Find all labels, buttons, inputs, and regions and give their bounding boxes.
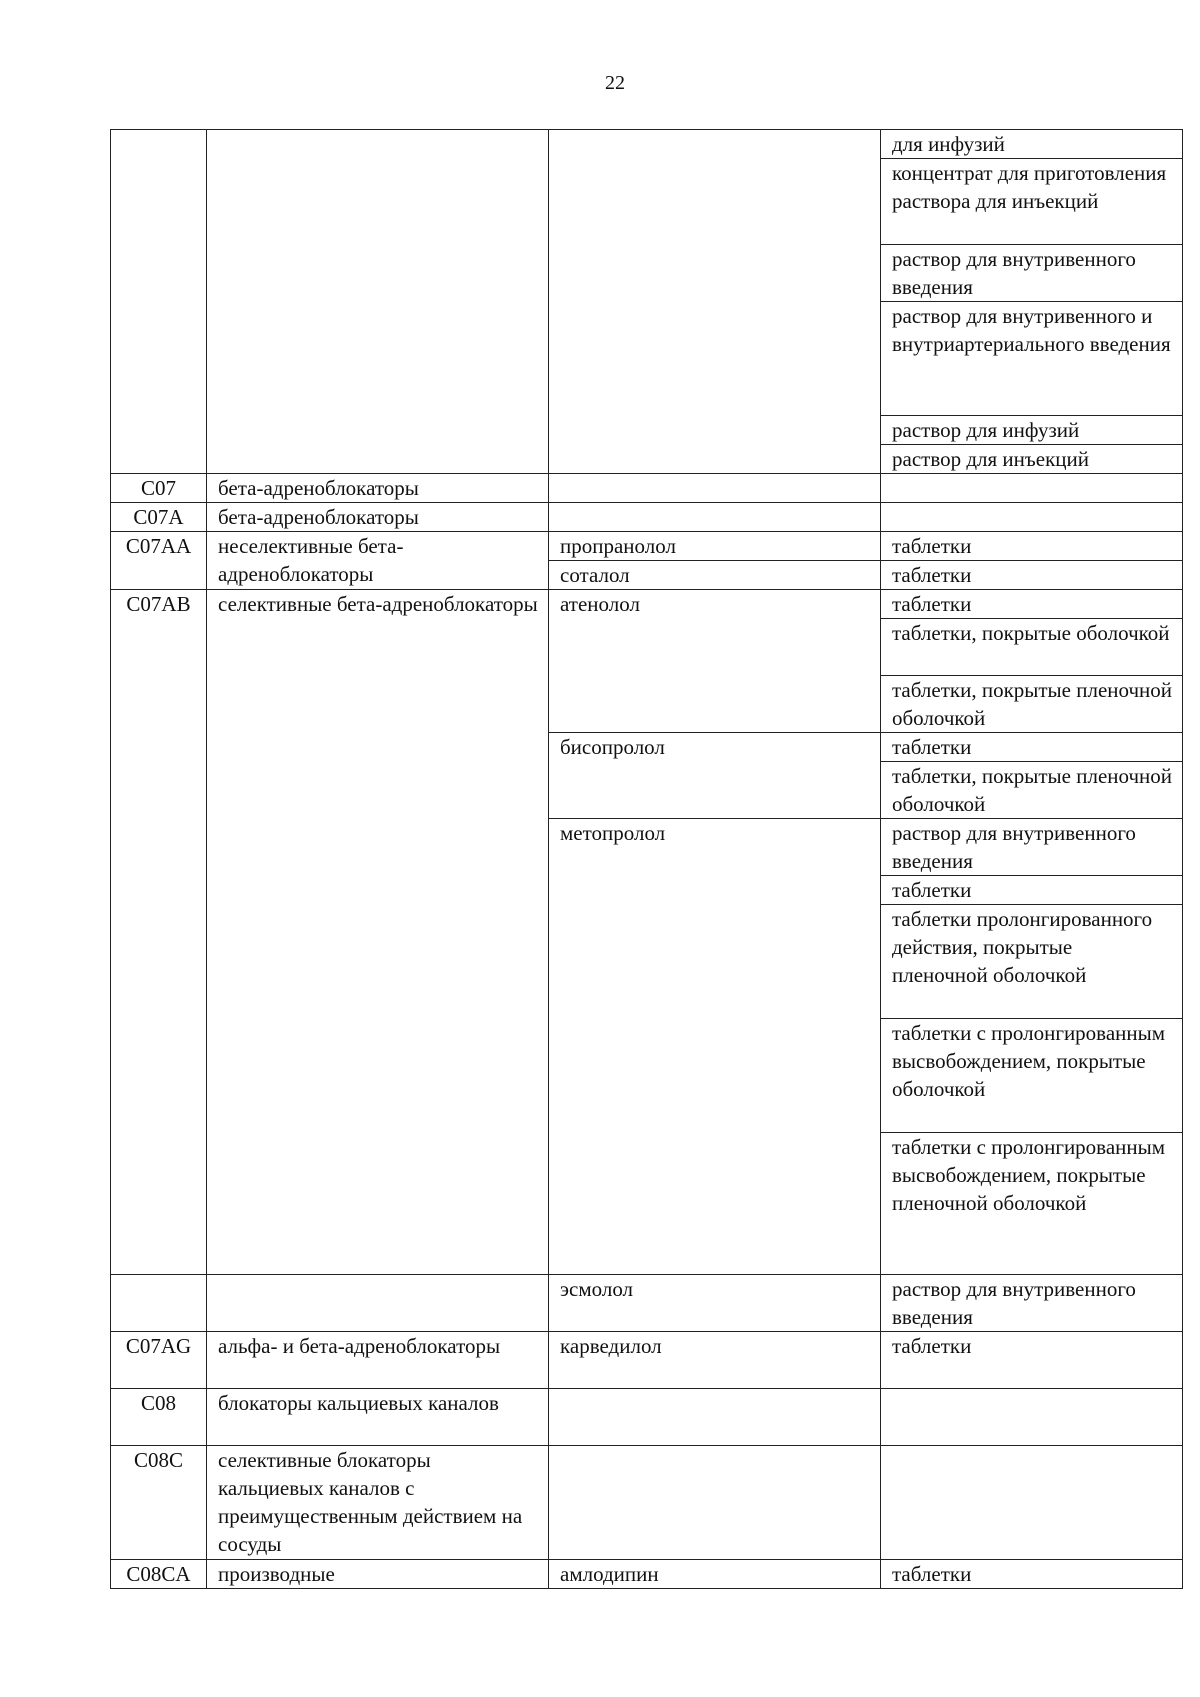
substance-cell: бисопролол bbox=[549, 733, 881, 819]
dosage-form-cell: таблетки bbox=[881, 561, 1183, 590]
substance-cell bbox=[549, 474, 881, 503]
table-row bbox=[111, 1389, 1183, 1446]
substance-cell: соталол bbox=[549, 561, 881, 590]
dosage-form-cell: таблетки, покрытые оболочкой bbox=[881, 619, 1183, 676]
substance-cell bbox=[549, 1446, 881, 1560]
dosage-form-cell bbox=[881, 474, 1183, 503]
group-name-cell bbox=[207, 130, 549, 474]
table-row bbox=[111, 130, 1183, 159]
table-row bbox=[111, 590, 1183, 619]
substance-cell: метопролол bbox=[549, 819, 881, 1275]
substance-cell: карведилол bbox=[549, 1332, 881, 1389]
dosage-form-cell: таблетки с пролонгированным высвобождением, покрытые оболочкой bbox=[881, 1019, 1183, 1133]
dosage-form-cell: таблетки bbox=[881, 733, 1183, 762]
atc-code-cell: C07AA bbox=[111, 532, 207, 590]
group-name-cell: неселективные бета-адреноблокаторы bbox=[207, 532, 549, 590]
atc-code-cell: C07AG bbox=[111, 1332, 207, 1389]
table-row bbox=[111, 503, 1183, 532]
substance-cell: пропранолол bbox=[549, 532, 881, 561]
dosage-form-cell: таблетки пролонгированного действия, покрытые пленочной оболочкой bbox=[881, 905, 1183, 1019]
dosage-form-cell: таблетки bbox=[881, 876, 1183, 905]
atc-code-cell bbox=[111, 130, 207, 474]
dosage-form-cell bbox=[881, 503, 1183, 532]
dosage-form-cell bbox=[881, 1389, 1183, 1446]
table-row bbox=[111, 532, 1183, 561]
substance-cell: атенолол bbox=[549, 590, 881, 733]
group-name-cell: бета-адреноблокаторы bbox=[207, 503, 549, 532]
dosage-form-cell: раствор для внутривенного и внутриартериального введения bbox=[881, 302, 1183, 416]
table-row bbox=[111, 1560, 1183, 1589]
dosage-form-cell: таблетки bbox=[881, 1560, 1183, 1589]
dosage-form-cell: таблетки с пролонгированным высвобождением, покрытые пленочной оболочкой bbox=[881, 1133, 1183, 1275]
substance-cell bbox=[549, 130, 881, 474]
dosage-form-cell: таблетки bbox=[881, 1332, 1183, 1389]
group-name-cell: бета-адреноблокаторы bbox=[207, 474, 549, 503]
dosage-form-cell: таблетки bbox=[881, 532, 1183, 561]
drug-table-container bbox=[110, 129, 1182, 1589]
group-name-cell: блокаторы кальциевых каналов bbox=[207, 1389, 549, 1446]
atc-code-cell: C08CA bbox=[111, 1560, 207, 1589]
dosage-form-cell: раствор для внутривенного введения bbox=[881, 1275, 1183, 1332]
atc-code-cell: C07 bbox=[111, 474, 207, 503]
atc-code-cell: C07A bbox=[111, 503, 207, 532]
drug-table bbox=[110, 129, 1183, 1589]
dosage-form-cell: концентрат для приготовления раствора для инъекций bbox=[881, 159, 1183, 245]
dosage-form-cell: раствор для инфузий bbox=[881, 416, 1183, 445]
dosage-form-cell: таблетки, покрытые пленочной оболочкой bbox=[881, 676, 1183, 733]
group-name-cell: производные bbox=[207, 1560, 549, 1589]
substance-cell bbox=[549, 1389, 881, 1446]
group-name-cell: селективные бета-адреноблокаторы bbox=[207, 590, 549, 1275]
group-name-cell: селективные блокаторы кальциевых каналов с преимущественным действием на сосуды bbox=[207, 1446, 549, 1560]
group-name-cell: альфа- и бета-адреноблокаторы bbox=[207, 1332, 549, 1389]
substance-cell: эсмолол bbox=[549, 1275, 881, 1332]
substance-cell bbox=[549, 503, 881, 532]
dosage-form-cell: раствор для инъекций bbox=[881, 445, 1183, 474]
atc-code-cell: C08C bbox=[111, 1446, 207, 1560]
dosage-form-cell: раствор для внутривенного введения bbox=[881, 245, 1183, 302]
page-number: 22 bbox=[605, 72, 625, 94]
table-row bbox=[111, 1446, 1183, 1560]
table-row bbox=[111, 474, 1183, 503]
dosage-form-cell: таблетки, покрытые пленочной оболочкой bbox=[881, 762, 1183, 819]
substance-cell: амлодипин bbox=[549, 1560, 881, 1589]
dosage-form-cell: таблетки bbox=[881, 590, 1183, 619]
atc-code-cell: C08 bbox=[111, 1389, 207, 1446]
dosage-form-cell: раствор для внутривенного введения bbox=[881, 819, 1183, 876]
dosage-form-cell: для инфузий bbox=[881, 130, 1183, 159]
atc-code-cell bbox=[111, 1275, 207, 1332]
table-row bbox=[111, 1275, 1183, 1332]
atc-code-cell: C07AB bbox=[111, 590, 207, 1275]
group-name-cell bbox=[207, 1275, 549, 1332]
table-row bbox=[111, 1332, 1183, 1389]
dosage-form-cell bbox=[881, 1446, 1183, 1560]
